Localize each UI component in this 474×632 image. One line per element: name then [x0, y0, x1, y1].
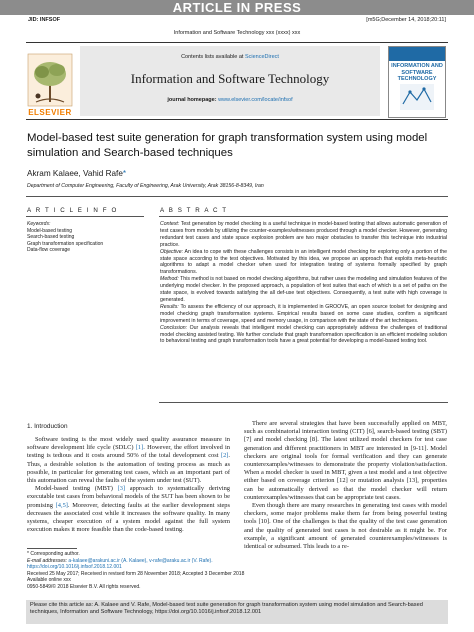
doi-link[interactable]: https://doi.org/10.1016/j.infsof.2018.12.001: [27, 564, 122, 571]
keyword: Model-based testing: [27, 228, 73, 234]
abstract-heading: A B S T R A C T: [160, 207, 228, 214]
divider: [26, 216, 144, 217]
paragraph: [27, 485, 230, 534]
keywords-label: Keywords:: [27, 221, 51, 227]
footnote-divider: [27, 548, 77, 549]
abstract-label: Context:: [160, 221, 180, 227]
abstract-label: Objective:: [160, 248, 184, 255]
journal-cover-art: [400, 84, 434, 110]
abstract-text: Test generation by model checking is a useful technique in model-based testing that allows automatic generation of test cases from models by utilizing the counter-examples/witnesses produced through a model checker. However, generating redundant test cases and state space explosion problem are two major obstacles to transfer this technique into industrial practice.: [160, 221, 447, 248]
section-heading-introduction: 1. Introduction: [27, 423, 68, 430]
divider: [159, 216, 448, 217]
abstract-body: [160, 221, 447, 345]
paragraph: [27, 436, 230, 485]
abstract-label: Conclusion:: [160, 324, 188, 331]
citation-link[interactable]: [3]: [117, 485, 126, 493]
received-dates: Received 25 May 2017; Received in revised form 28 November 2018; Accepted 3 December 2018: [27, 570, 245, 577]
paper-title: Model-based test suite generation for graph transformation system using model simulation and Search-based techniques: [27, 132, 428, 159]
abstract-label: Method:: [160, 276, 179, 283]
abstract-label: Results:: [160, 303, 179, 310]
citation-link[interactable]: [4,5]: [55, 501, 68, 509]
sciencedirect-link[interactable]: ScienceDirect: [244, 54, 279, 60]
abstract-method: [160, 276, 447, 304]
author-list: [27, 169, 126, 178]
citation-link[interactable]: [1]: [135, 444, 144, 452]
journal-cover-title: INFORMATION AND SOFTWARE TECHNOLOGY: [391, 63, 443, 82]
homepage-line: [80, 97, 380, 103]
abstract-text: To assess the efficiency of our approach, it is implemented in GROOVE, an open source toolset for designing and model checking graph transformation systems. Empirical results based on some case studies, confirm a significant improvement in terms of coverage, speed and memory usage, in comparison with the state of the art techniques.: [160, 303, 447, 324]
affiliation: Department of Computer Engineering, Faculty of Engineering, Arak University, Arak 38156-8-8349, Iran: [27, 183, 264, 189]
abstract-text: An idea to cope with these challenges consists in an intelligent model checking for exploring only a portion of the state space according to the test objectives. Motivated by this idea, we propose an approach that exploits meta-heuristic algorithms to adapt a model checker when used for integration testing of systems formally specified by graph transformations.: [160, 248, 447, 276]
author-names: Akram Kalaee, Vahid Rafe: [27, 169, 123, 178]
issn-copyright: 0950-5849/© 2018 Elsevier B.V. All rights reserved.: [27, 583, 141, 590]
body-column-left: [27, 436, 230, 534]
build-stamp: [m5G;December 14, 2018;20:11]: [366, 17, 446, 23]
keyword: Graph transformation specification: [27, 240, 104, 247]
body-column-right: [244, 420, 447, 551]
abstract-text: This method is not based on model checking algorithms, but rather uses the modeling and simulation features of the underlying model checker. In the proposed approach, a population of test suites that each of which is a set of paths on the state space, is evolved towards satisfying the all def-use test objectives. Consequently, a test suite with high coverage is generated.: [160, 276, 447, 303]
contents-line: [80, 54, 380, 60]
journal-code: JID: INFSOF: [28, 17, 61, 23]
citation-link[interactable]: [2]: [220, 452, 229, 460]
email-line: [27, 558, 267, 565]
corresponding-author-mark[interactable]: *: [122, 169, 127, 178]
journal-cover-band: [389, 47, 445, 61]
article-info-heading: A R T I C L E I N F O: [27, 207, 118, 214]
available-online: Available online xxx: [27, 577, 71, 584]
abstract-objective: [160, 249, 447, 277]
keyword: Search-based testing: [27, 234, 75, 241]
elsevier-wordmark: ELSEVIER: [28, 108, 72, 117]
email-label: E-mail addresses:: [27, 557, 69, 564]
divider: [159, 402, 448, 403]
email-links[interactable]: a-kalaee@arakuni.ac.ir (A. Kalaee), v-rafe@araku.ac.ir (V. Rafe).: [68, 557, 213, 564]
paragraph: Even though there are many researches in generating test cases with model checkers, some major problems make them far from being powerful testing tools [10]. One of the challenges is that the quality of the test case generation and the quality of generated test cases is not desirable as it might be. For example, a significant amount of generated counterexamples/witnesses is identical or subsumed. This leads to a re-: [244, 502, 447, 551]
abstract-results: [160, 304, 447, 325]
keyword: Data-flow coverage: [27, 246, 71, 253]
divider: [26, 196, 448, 197]
homepage-prefix: journal homepage:: [167, 97, 219, 103]
text: . Thus, a desirable solution is the automation of testing process as much as possible, in particular for generating test cases, which as an important part of this automation can reveal the faults of the system under test (SUT).: [27, 452, 230, 485]
journal-running-head: Information and Software Technology xxx (xxxx) xxx: [173, 30, 301, 36]
text: Model-based testing (MBT): [35, 485, 118, 493]
footnote: [27, 551, 267, 591]
journal-title: Information and Software Technology: [130, 71, 330, 86]
contents-prefix: Contents lists available at: [181, 54, 245, 60]
article-in-press-label: ARTICLE IN PRESS: [172, 0, 302, 15]
corresponding-note: * Corresponding author.: [27, 551, 80, 557]
paragraph: There are several strategies that have been successfully applied on MBT, such as combinatorial interaction testing (CIT) [6], search-based testing (SBT) [7] and model checking [8]. The latest utilized model checkers for test case generation and different practitioners in MBT are interested in [9-11]. Model checkers are original tools for formal verification and they can generate counterexamples/witnesses to demonstrate the property violation/satisfaction. When a model checker is used in MBT, given a test model and a test objective either based on coverage criterion [12] or mutation analysis [13], properties can be automatically derived so that the model checker will return counterexamples/witnesses that can be appropriate test cases.: [244, 420, 447, 501]
text: . Moreover, detecting faults at the earlier development steps decreases the associated cost while it increases the software quality. In many systems, cheaper execution of a system model against the full system execution makes it more feasible than the code-based testing.: [27, 501, 230, 534]
abstract-context: [160, 221, 447, 249]
abstract-conclusion: [160, 325, 447, 346]
abstract-text: Our analysis reveals that intelligent model checking can appropriately address the challenges of traditional model checking assisted testing. We further conclude that graph transformation specification is an efficient modeling solution to behavioral testing and graph transformation tools have a great potential for developing a model-based testing tool.: [160, 324, 447, 345]
text: Software testing is the most widely used quality assurance measure in software development life cycle (SDLC): [27, 436, 230, 452]
elsevier-tree-logo: [26, 52, 74, 112]
citation-text: Please cite this article as: A. Kalaee and V. Rafe, Model-based test suite generation for graph transformation system using model simulation and Search-based techniques, Information and Software Technology, https://doi.org/10.1016/j.infsof.2018.12.001: [30, 602, 423, 615]
text: approach to systematically deriving executable test cases from behavioral models of the SUT has been shown to be promising: [27, 485, 230, 509]
text: . However, the effort involved in testing is tedious and it costs around 50% of the total development cost: [27, 444, 230, 460]
keyword-list: [27, 228, 103, 253]
homepage-link[interactable]: www.elsevier.com/locate/infsof: [218, 97, 293, 103]
